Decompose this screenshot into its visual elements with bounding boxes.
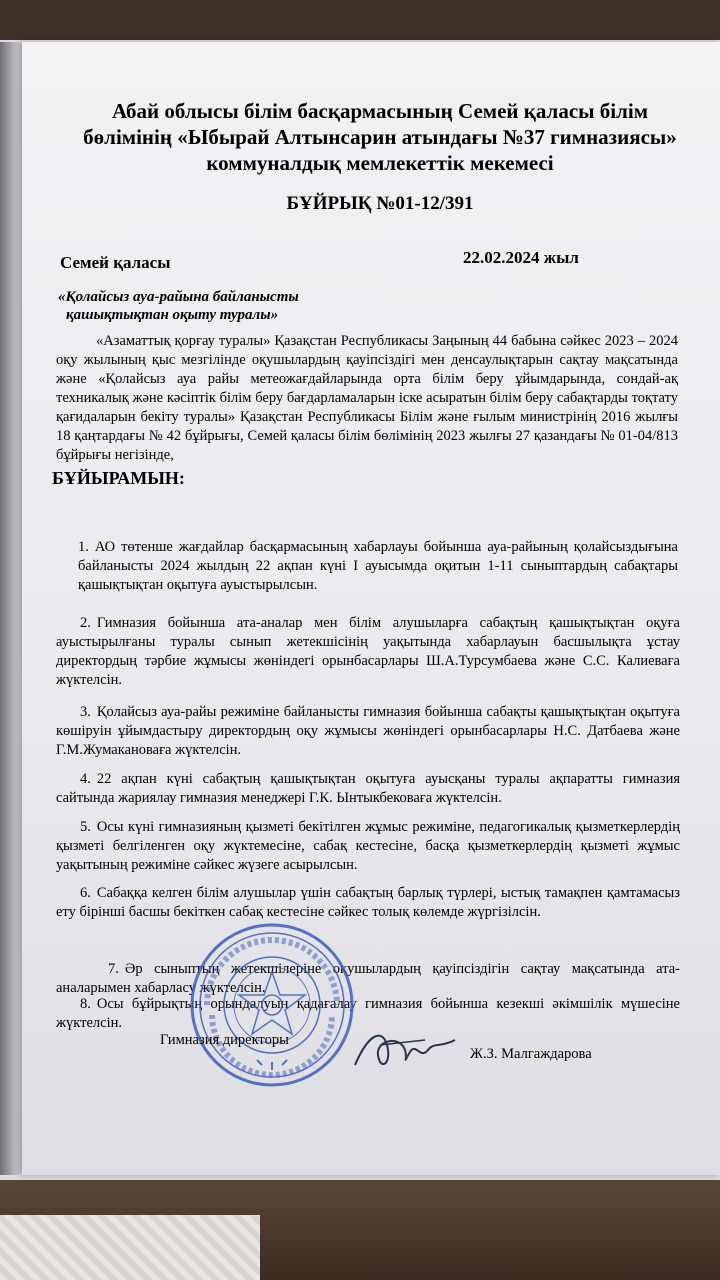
item-text: 22 ақпан күні сабақтың қашықтықтан оқытуға ауысқаны туралы ақпаратты гимназия сайтында жариялау гимназия менеджері Г.К. Ынтыкбековаға жүктелсін. xyxy=(56,771,680,806)
order-item xyxy=(56,960,680,998)
city: Семей қаласы xyxy=(60,253,171,272)
item-text: Әр сыныптың жетекшілеріне оқушылардың қауіпсіздігін сақтау мақсатында ата-аналарымен хабарласу жүктелсін. xyxy=(56,961,680,996)
subject-line: қашықтықтан оқыту туралы» xyxy=(66,307,279,323)
order-item xyxy=(56,884,680,922)
subject-line: «Қолайсыз ауа-райына байланысты xyxy=(58,289,299,305)
signature-title: Гимназия директоры xyxy=(160,1032,289,1048)
header-line: бөлімінің «Ыбырай Алтынсарин атындағы №37 гимназиясы» xyxy=(83,125,677,149)
item-number: 2. xyxy=(80,615,91,631)
cloth xyxy=(0,1215,260,1280)
item-text: Осы бұйрықтың орындалуын қадағалау гимназия бойынша кезекші әкімшілік мүшесіне жүктелсін. xyxy=(56,996,680,1031)
order-date: 22.02.2024 жыл xyxy=(463,248,579,267)
order-item xyxy=(56,614,680,690)
item-text: Осы күні гимназияның қызметі бекітілген жұмыс режиміне, педагогикалық қызметкерлердің қызметі белгіленген оқу жүктемесіне, сабақ кестесіне, басқа қызметкерлердің қызметі жұмыс уақытының режиміне сәйкес жүзеге асырылсын. xyxy=(56,819,680,873)
signature-name: Ж.З. Малгаждарова xyxy=(470,1046,592,1062)
preamble: «Азаматтық қорғау туралы» Қазақстан Республикасы Заңының 44 бабына сәйкес 2023 – 2024 оқу жылының қыс мезгілінде оқушылардың қауіпсіздігі мен денсаулықтарын сақтау мақсатында және «Қолайсыз ауа райы метеожағдайларында орта білім беру ұйымдарында, сондай-ақ техникалық және кәсіптік білім беру бағдарламаларын іске асыратын білім беру сабақтарды тоқтату қағидаларын бекіту туралы» Қазақстан Республикасы Білім және ғылым министрінің 2016 жылғы 18 қаңтардағы № 42 бұйрығы, Семей қаласы білім бөлімінің 2023 жылғы 27 қазандағы № 01-04/813 бұйрығы негізінде, xyxy=(56,333,678,463)
item-number: 3. xyxy=(80,704,91,720)
command-heading: БҰЙЫРАМЫН: xyxy=(52,468,185,488)
item-number: 4. xyxy=(80,771,91,787)
item-number: 8. xyxy=(80,996,91,1012)
item-text: Сабаққа келген білім алушылар үшін сабақтың барлық түрлері, ыстық тамақпен қамтамасыз ету бірінші басшы бекіткен сабақ кестесіне сәйкес толық көлемде жүргізілсін. xyxy=(56,885,680,920)
item-number: 1. xyxy=(78,539,89,555)
official-stamp-icon xyxy=(187,920,357,1090)
order-number: БҰЙРЫҚ №01-12/391 xyxy=(286,193,474,214)
order-item xyxy=(56,818,680,875)
order-item xyxy=(56,703,680,760)
item-text: АО төтенше жағдайлар басқармасының хабарлауы бойынша ауа-райының қолайсыздығына байланысты 2024 жылдың 22 ақпан күні I ауысымда оқитын 1-11 сыныптардың сабақтары қашықтықтан оқытуға ауыстырылсын. xyxy=(78,539,678,593)
item-text: Қолайсыз ауа-райы режиміне байланысты гимназия бойынша сабақты қашықтықтан оқытуға көшіруін ұйымдастыру директордың оқу жұмысы жөніндегі орынбасарлары Н.С. Датбаева және Г.М.Жумакановаға жүктелсін. xyxy=(56,704,680,758)
header-line: коммуналдық мемлекеттік мекемесі xyxy=(206,151,554,175)
order-item xyxy=(56,770,680,808)
header-line: Абай облысы білім басқармасының Семей қаласы білім xyxy=(111,99,649,123)
order-item xyxy=(78,538,678,595)
item-number: 5. xyxy=(80,819,91,835)
document-header xyxy=(80,98,680,176)
signature-icon xyxy=(350,1020,460,1080)
item-number: 6. xyxy=(80,885,91,901)
order-subject xyxy=(58,288,378,324)
item-number: 7. xyxy=(108,961,119,977)
item-text: Гимназия бойынша ата-аналар мен білім алушыларға сабақтың қашықтықтан оқуға ауыстырылғаны туралы сынып жетекшісінің уақытында хабарлауын басшылықта ұстау директордың тәрбие жұмысы жөніндегі орынбасарлары Ш.А.Турсумбаева және С.С. Калиеваға жүктелсін. xyxy=(56,615,680,688)
